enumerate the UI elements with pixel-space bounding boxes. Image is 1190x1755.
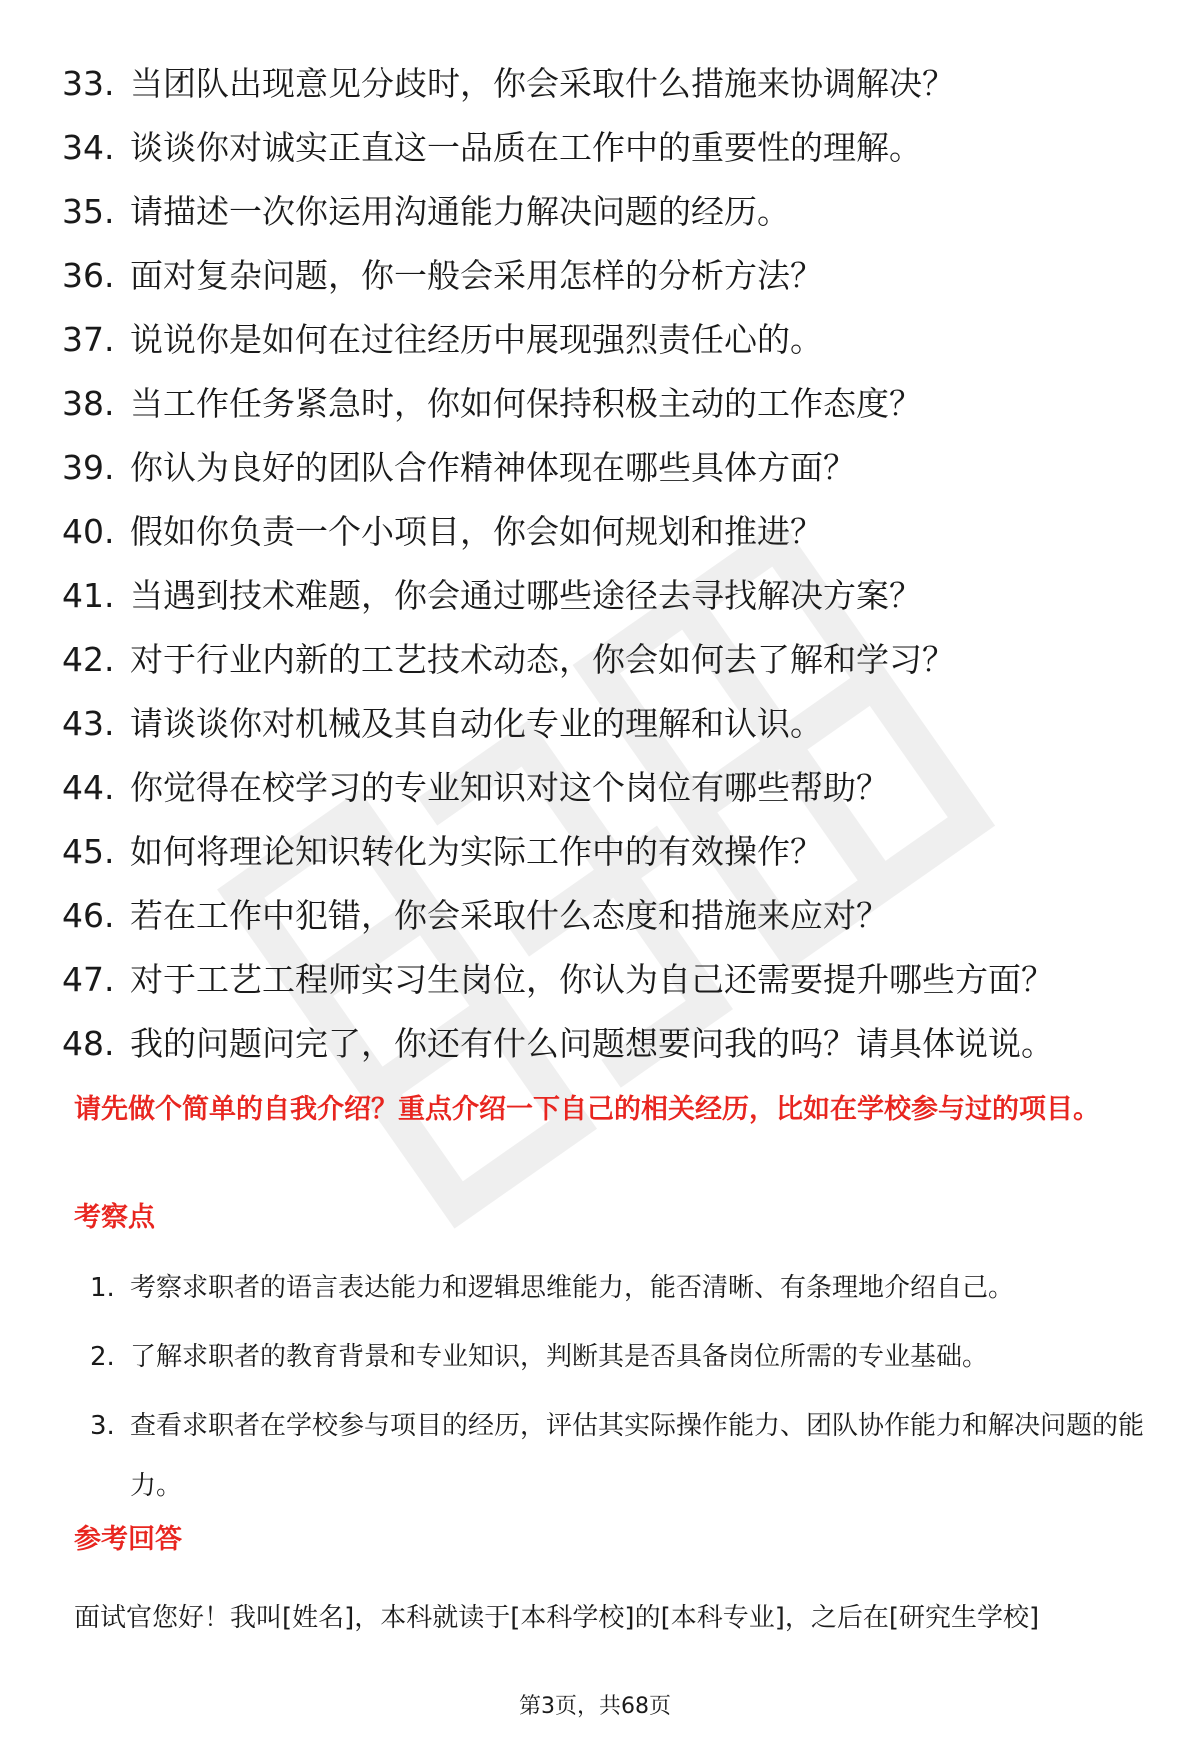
question-text: 如何将理论知识转化为实际工作中的有效操作？ <box>130 832 823 871</box>
question-number: 43. <box>62 704 115 743</box>
focus-point-item <box>90 1268 1170 1318</box>
focus-point-text: 查看求职者在学校参与项目的经历，评估其实际操作能力、团队协作能力和解决问题的能力。 <box>130 1411 1145 1501</box>
question-item <box>62 244 1142 308</box>
question-number: 37. <box>62 320 115 359</box>
question-item <box>62 756 1142 820</box>
question-text: 请描述一次你运用沟通能力解决问题的经历。 <box>130 192 790 231</box>
question-text: 你认为良好的团队合作精神体现在哪些具体方面？ <box>130 448 856 487</box>
question-number: 46. <box>62 896 115 935</box>
question-text: 假如你负责一个小项目，你会如何规划和推进？ <box>130 512 823 551</box>
question-number: 35. <box>62 192 115 231</box>
focus-point-text: 了解求职者的教育背景和专业知识，判断其是否具备岗位所需的专业基础。 <box>130 1342 989 1372</box>
question-number: 48. <box>62 1024 115 1063</box>
question-text: 当工作任务紧急时，你如何保持积极主动的工作态度？ <box>130 384 922 423</box>
question-number: 34. <box>62 128 115 167</box>
focus-point-item <box>90 1337 1170 1387</box>
focus-point-text: 考察求职者的语言表达能力和逻辑思维能力，能否清晰、有条理地介绍自己。 <box>130 1273 1015 1303</box>
question-item <box>62 692 1142 756</box>
question-number: 40. <box>62 512 115 551</box>
question-item <box>62 116 1142 180</box>
question-number: 45. <box>62 832 115 871</box>
question-item <box>62 372 1142 436</box>
focus-point-number: 1. <box>90 1273 115 1303</box>
question-text: 我的问题问完了，你还有什么问题想要问我的吗？请具体说说。 <box>130 1024 1054 1063</box>
focus-point-number: 3. <box>90 1411 115 1441</box>
question-number: 38. <box>62 384 115 423</box>
question-item <box>62 1012 1142 1076</box>
question-text: 当团队出现意见分歧时，你会采取什么措施来协调解决？ <box>130 64 955 103</box>
question-list <box>62 52 1142 1076</box>
question-item <box>62 820 1142 884</box>
question-text: 请谈谈你对机械及其自动化专业的理解和认识。 <box>130 704 823 743</box>
question-item <box>62 436 1142 500</box>
question-item <box>62 628 1142 692</box>
focus-point-list <box>90 1268 1170 1535</box>
question-item <box>62 948 1142 1012</box>
question-item <box>62 500 1142 564</box>
question-number: 39. <box>62 448 115 487</box>
question-text: 当遇到技术难题，你会通过哪些途径去寻找解决方案？ <box>130 576 922 615</box>
question-number: 33. <box>62 64 115 103</box>
question-text: 说说你是如何在过往经历中展现强烈责任心的。 <box>130 320 823 359</box>
focus-point-number: 2. <box>90 1342 115 1372</box>
answer-text: 面试官您好！我叫[姓名]，本科就读于[本科学校]的[本科专业]，之后在[研究生学校] <box>74 1603 1040 1633</box>
question-number: 42. <box>62 640 115 679</box>
question-number: 41. <box>62 576 115 615</box>
question-item <box>62 884 1142 948</box>
focus-heading: 考察点 <box>74 1202 155 1233</box>
question-text: 若在工作中犯错，你会采取什么态度和措施来应对？ <box>130 896 889 935</box>
question-text: 对于工艺工程师实习生岗位，你认为自己还需要提升哪些方面？ <box>130 960 1054 999</box>
question-item <box>62 564 1142 628</box>
question-item <box>62 180 1142 244</box>
question-text: 对于行业内新的工艺技术动态，你会如何去了解和学习？ <box>130 640 955 679</box>
question-item <box>62 52 1142 116</box>
focus-point-item <box>90 1406 1170 1516</box>
question-text: 你觉得在校学习的专业知识对这个岗位有哪些帮助？ <box>130 768 889 807</box>
question-text: 面对复杂问题，你一般会采用怎样的分析方法？ <box>130 256 823 295</box>
featured-question: 请先做个简单的自我介绍？重点介绍一下自己的相关经历，比如在学校参与过的项目。 <box>74 1094 1100 1125</box>
question-text: 谈谈你对诚实正直这一品质在工作中的重要性的理解。 <box>130 128 922 167</box>
question-number: 47. <box>62 960 115 999</box>
page-footer: 第3页，共68页 <box>519 1694 671 1719</box>
answer-heading: 参考回答 <box>74 1524 182 1555</box>
question-item <box>62 308 1142 372</box>
question-number: 36. <box>62 256 115 295</box>
question-number: 44. <box>62 768 115 807</box>
